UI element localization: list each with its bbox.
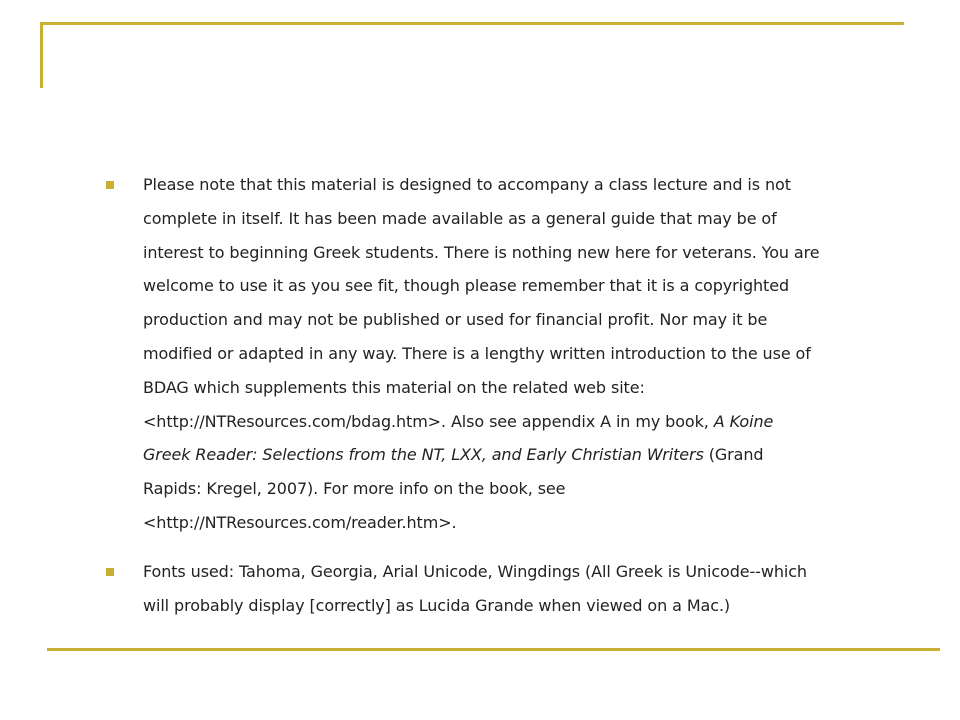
usage-note-text: Please note that this material is designed to accompany a class lecture and is not complete in itself. It has been made available as a general guide that may be of interest to beginning Greek students. There is nothing new here for veterans. You are welcome to use it as you see fit, though please remember that it is a copyrighted production and may not be published or used for financial profit. Nor may it be modified or adapted in any way. There is a lengthy written introduction to the use of BDAG which supplements this material on the related web site: <http://NTResources.com/bdag.htm>. Also see appendix A in my book,: [143, 175, 820, 431]
slide-content: [104, 168, 824, 637]
book-title: A Koine Greek Reader: Selections from the NT, LXX, and Early Christian Writers: [143, 411, 774, 465]
fonts-note-text: Fonts used: Tahoma, Georgia, Arial Unicode, Wingdings (All Greek is Unicode--which will probably display [correctly] as Lucida Grande when viewed on a Mac.): [143, 561, 807, 615]
usage-note-text-end: (Grand Rapids: Kregel, 2007). For more info on the book, see <http://NTResources.com/reader.htm>.: [143, 445, 764, 532]
bullet-text: [143, 168, 824, 540]
bullet-item-fonts: [104, 555, 824, 623]
bullet-item-usage-note: [104, 168, 824, 540]
square-bullet-icon: [106, 181, 114, 189]
frame-top-line: [40, 22, 904, 25]
frame-left-line: [40, 22, 43, 88]
square-bullet-icon: [106, 568, 114, 576]
frame-bottom-line: [47, 648, 940, 651]
